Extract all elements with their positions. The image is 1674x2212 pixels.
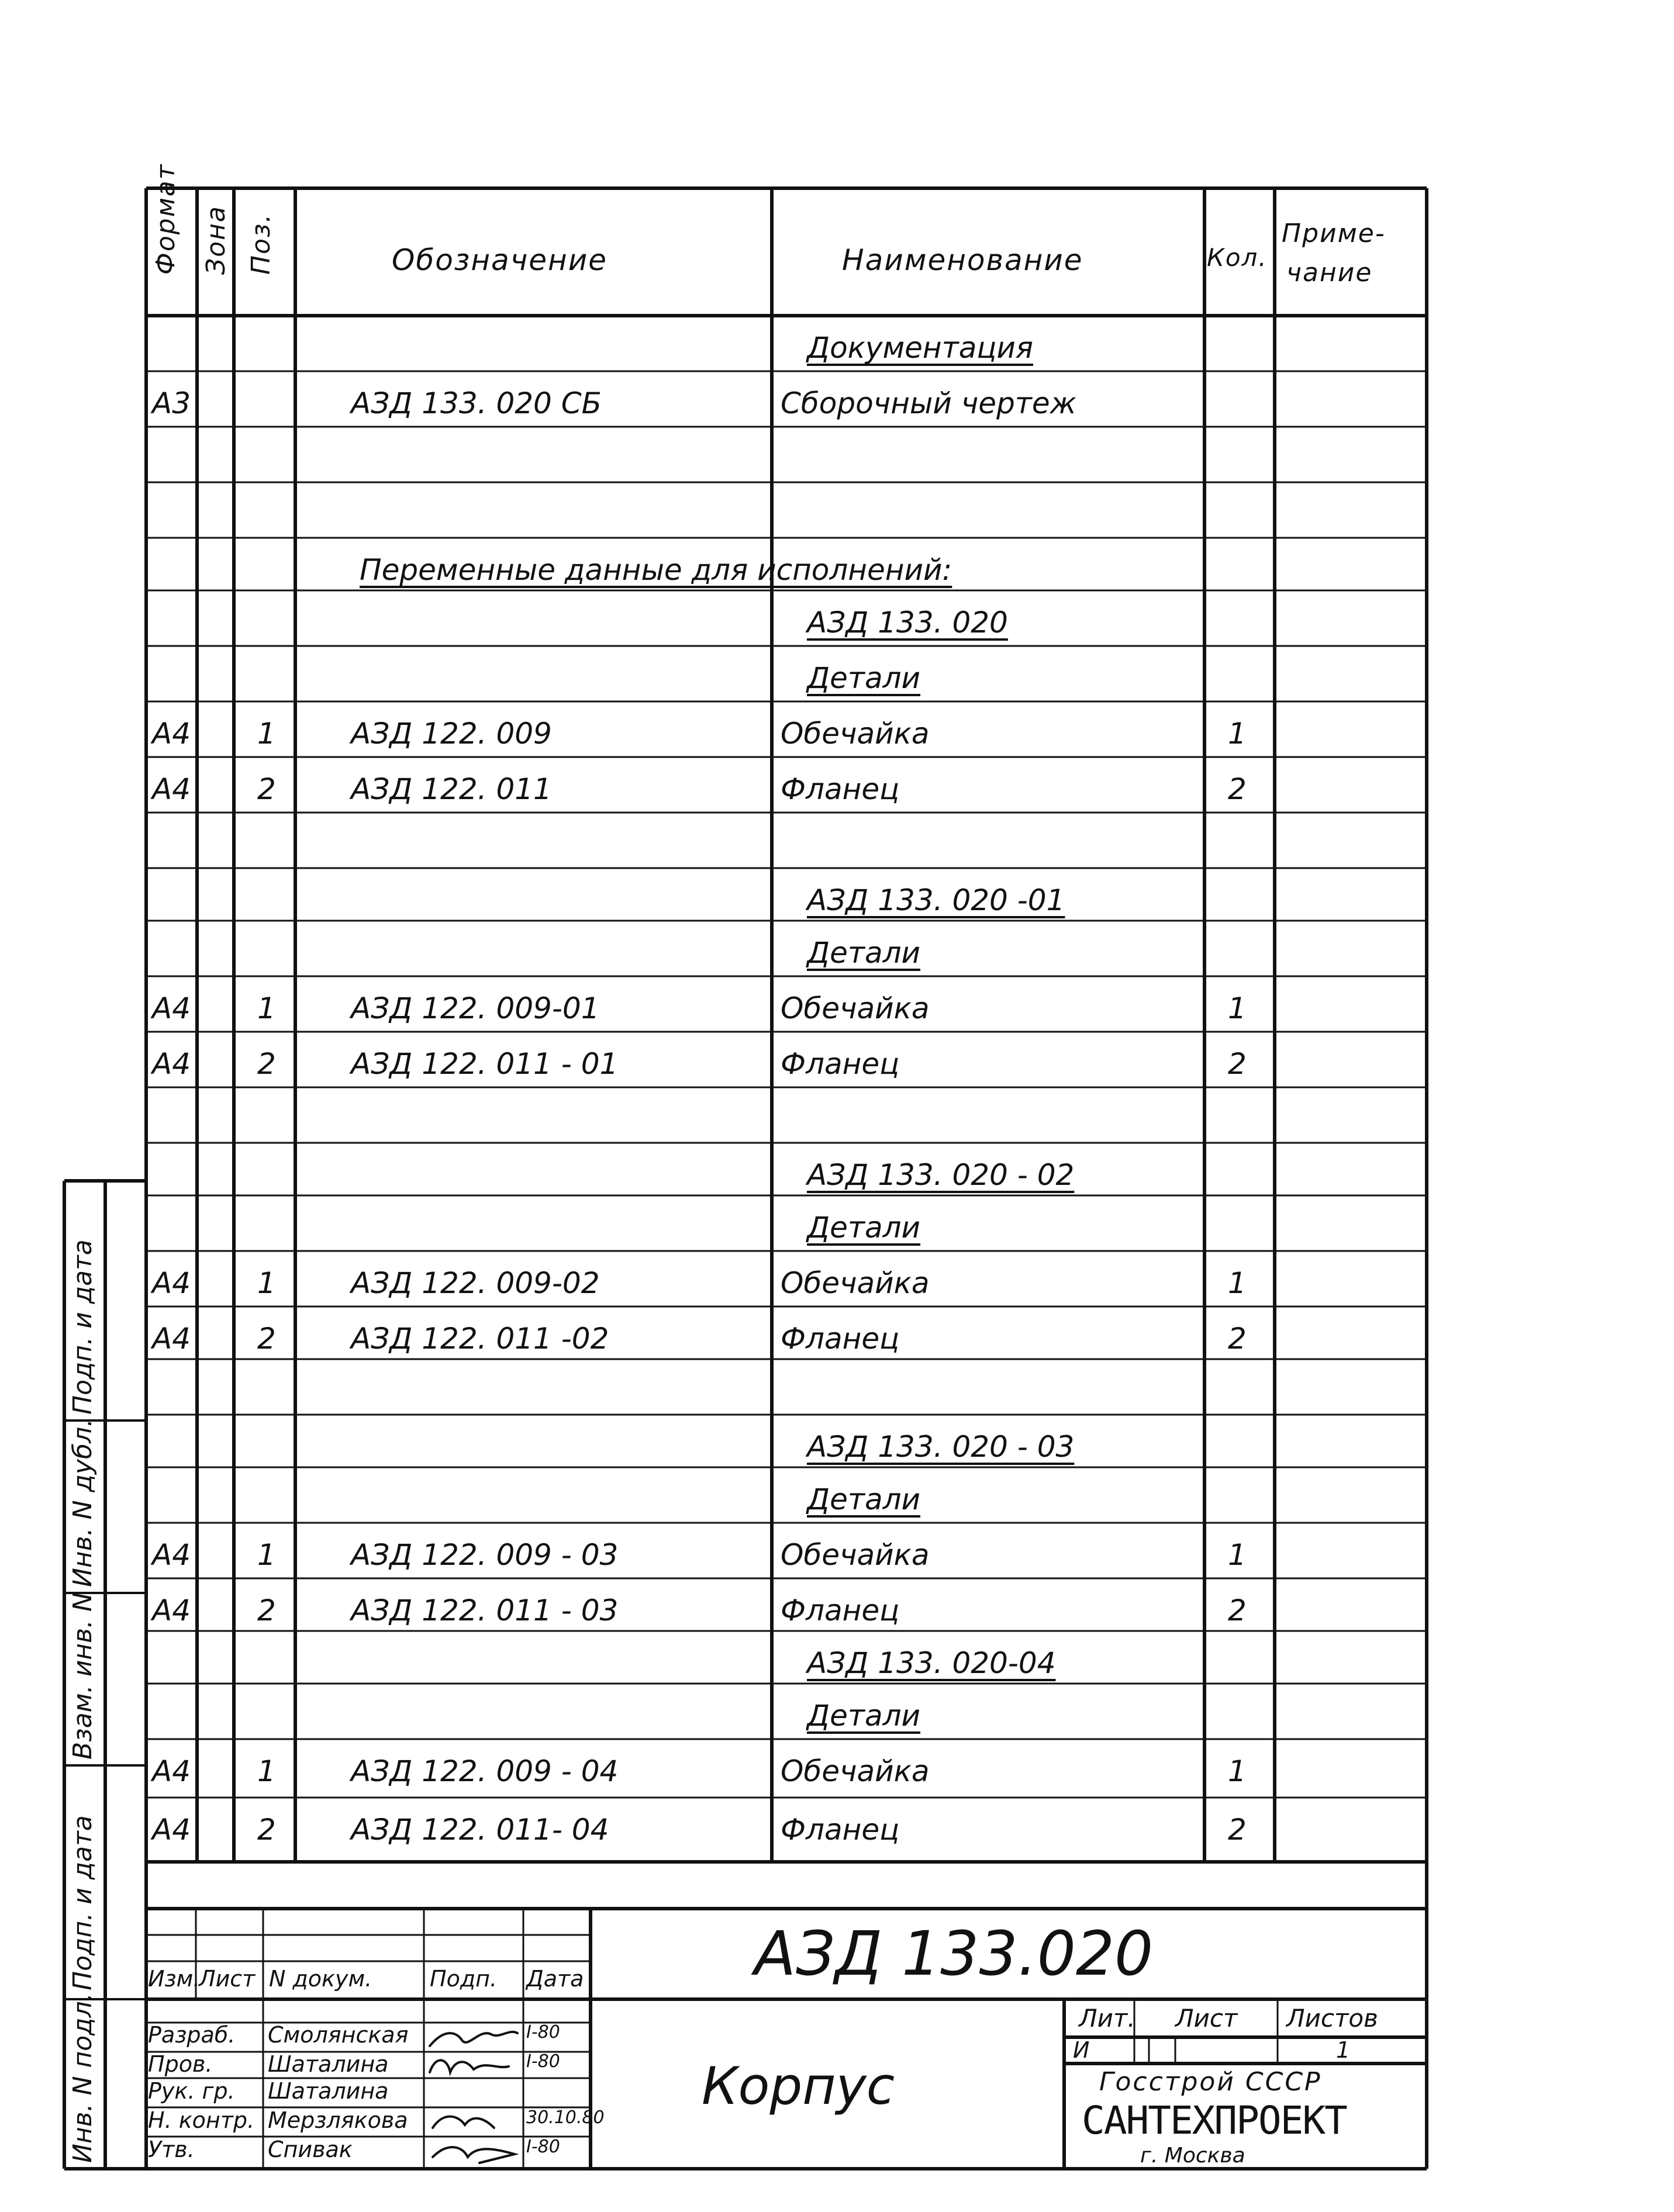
row-11-name: АЗД 133. 020 -01 [807, 883, 1065, 917]
row-24-qty: 2 [1228, 1594, 1247, 1627]
row-14-format: А4 [152, 1047, 191, 1081]
row-2-designation: АЗД 133. 020 СБ [351, 386, 602, 420]
row-18-pos: 1 [257, 1266, 276, 1300]
row-25-name: АЗД 133. 020-04 [807, 1646, 1056, 1680]
row-22-name: Детали [807, 1482, 921, 1516]
signature-2 [430, 2060, 509, 2072]
row-27-designation: АЗД 122. 009 - 04 [351, 1754, 619, 1788]
signatory-3-role: Рук. гр. [148, 2078, 235, 2104]
header-name: Наименование [842, 243, 1083, 277]
row-7-name: Детали [807, 661, 921, 695]
row-24-format: А4 [152, 1594, 191, 1627]
row-27-qty: 1 [1228, 1754, 1247, 1788]
row-27-pos: 1 [257, 1754, 276, 1788]
signatory-3-name: Шаталина [268, 2078, 389, 2104]
row-9-pos: 2 [257, 772, 276, 806]
row-8-designation: АЗД 122. 009 [351, 717, 552, 751]
row-18-designation: АЗД 122. 009-02 [351, 1266, 600, 1300]
side-vzam-inv: Взам. инв. N [68, 1592, 98, 1760]
signatory-1-role: Разраб. [148, 2022, 236, 2048]
row-8-pos: 1 [257, 717, 276, 751]
header-qty: Кол. [1207, 243, 1268, 272]
row-9-format: А4 [152, 772, 191, 806]
row-1-name: Документация [807, 331, 1033, 365]
row-28-qty: 2 [1228, 1813, 1247, 1847]
signatory-1-name: Смолянская [268, 2022, 409, 2048]
row-24-name: Фланец [781, 1594, 900, 1627]
col-podp: Подп. [430, 1966, 498, 1992]
row-27-name: Обечайка [781, 1754, 930, 1788]
signatory-2-date: I-80 [526, 2051, 560, 2072]
sheets-value: 1 [1336, 2037, 1351, 2063]
side-inv-podl: Инв. N подл. [68, 1993, 98, 2163]
row-2-name: Сборочный чертеж [781, 386, 1076, 420]
header-zone: Зона [201, 205, 231, 275]
row-13-designation: АЗД 122. 009-01 [351, 991, 600, 1025]
signatory-2-role: Пров. [148, 2051, 213, 2077]
row-9-name: Фланец [781, 772, 900, 806]
col-data: Дата [526, 1966, 584, 1992]
signatory-5-name: Спивак [268, 2137, 353, 2162]
row-27-format: А4 [152, 1754, 191, 1788]
row-21-name: АЗД 133. 020 - 03 [807, 1430, 1075, 1464]
signatory-2-name: Шаталина [268, 2051, 389, 2077]
signature-4 [433, 2147, 515, 2163]
row-19-format: А4 [152, 1322, 191, 1356]
row-19-designation: АЗД 122. 011 -02 [351, 1322, 609, 1356]
row-24-pos: 2 [257, 1594, 276, 1627]
doc-number: АЗД 133.020 [754, 1918, 1154, 1989]
row-19-qty: 2 [1228, 1322, 1247, 1356]
col-izm: Изм. [148, 1966, 201, 1992]
row-18-qty: 1 [1228, 1266, 1247, 1300]
col-ndokum: N докум. [269, 1966, 372, 1992]
org-line-3: г. Москва [1140, 2144, 1245, 2168]
side-podp-data-2: Подп. и дата [68, 1239, 98, 1415]
signatory-4-date: 30.10.80 [526, 2107, 605, 2128]
col-list: Лист [199, 1966, 256, 1992]
signatory-4-name: Мерзлякова [268, 2107, 408, 2133]
row-19-pos: 2 [257, 1322, 276, 1356]
row-8-qty: 1 [1228, 717, 1247, 751]
row-13-pos: 1 [257, 991, 276, 1025]
side-inv-dubl: Инв. N дубл. [68, 1418, 98, 1587]
row-14-designation: АЗД 122. 011 - 01 [351, 1047, 619, 1081]
row-13-format: А4 [152, 991, 191, 1025]
row-9-designation: АЗД 122. 011 [351, 772, 552, 806]
row-14-name: Фланец [781, 1047, 900, 1081]
row-28-name: Фланец [781, 1813, 900, 1847]
row-28-designation: АЗД 122. 011- 04 [351, 1813, 609, 1847]
side-podp-data-1: Подп. и дата [68, 1815, 98, 1990]
sheets-label: Листов [1286, 2004, 1378, 2033]
row-14-qty: 2 [1228, 1047, 1247, 1081]
org-line-1: Госстрой СССР [1099, 2067, 1322, 2097]
row-17-name: Детали [807, 1211, 921, 1245]
row-2-format: А3 [152, 386, 191, 420]
row-5-designation: Переменные данные для исполнений: [360, 553, 952, 587]
row-12-name: Детали [807, 936, 921, 970]
signatory-5-role: Утв. [148, 2137, 195, 2162]
row-13-name: Обечайка [781, 991, 930, 1025]
signature-1 [430, 2032, 517, 2046]
signatory-1-date: I-80 [526, 2022, 560, 2042]
row-28-pos: 2 [257, 1813, 276, 1847]
row-9-qty: 2 [1228, 772, 1247, 806]
row-18-name: Обечайка [781, 1266, 930, 1300]
lit-value: И [1073, 2037, 1090, 2063]
signature-3 [433, 2117, 494, 2128]
row-23-designation: АЗД 122. 009 - 03 [351, 1538, 619, 1572]
row-23-name: Обечайка [781, 1538, 930, 1572]
header-note-1: Приме- [1282, 219, 1386, 248]
row-18-format: А4 [152, 1266, 191, 1300]
row-24-designation: АЗД 122. 011 - 03 [351, 1594, 619, 1627]
row-23-format: А4 [152, 1538, 191, 1572]
header-note-2: чание [1286, 258, 1373, 288]
row-8-name: Обечайка [781, 717, 930, 751]
row-23-pos: 1 [257, 1538, 276, 1572]
row-6-name: АЗД 133. 020 [807, 606, 1008, 640]
row-16-name: АЗД 133. 020 - 02 [807, 1158, 1075, 1192]
header-pos: Поз. [246, 213, 276, 275]
header-format: Формат [151, 163, 181, 275]
sheet-label: Лист [1175, 2004, 1238, 2033]
row-26-name: Детали [807, 1699, 921, 1733]
header-designation: Обозначение [392, 243, 608, 277]
signatory-4-role: Н. контр. [148, 2107, 255, 2133]
doc-title: Корпус [702, 2056, 895, 2116]
row-13-qty: 1 [1228, 991, 1247, 1025]
row-28-format: А4 [152, 1813, 191, 1847]
row-19-name: Фланец [781, 1322, 900, 1356]
row-23-qty: 1 [1228, 1538, 1247, 1572]
row-14-pos: 2 [257, 1047, 276, 1081]
signatory-5-date: I-80 [526, 2137, 560, 2157]
row-8-format: А4 [152, 717, 191, 751]
lit-label: Лит. [1079, 2004, 1135, 2033]
org-line-2: САНТЕХПРОЕКТ [1082, 2098, 1347, 2143]
